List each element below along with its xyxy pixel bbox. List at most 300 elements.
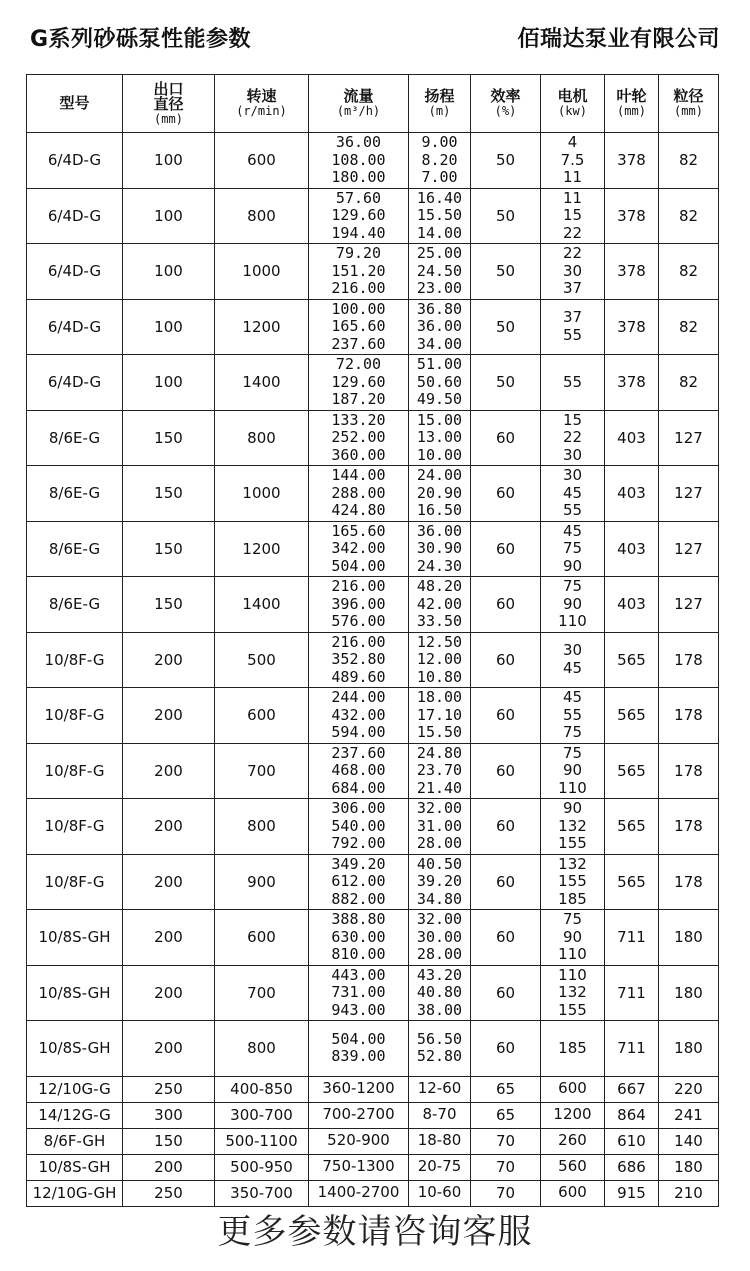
- cell-head-value: 25.00: [416, 244, 463, 262]
- cell-flow: [309, 244, 409, 300]
- cell-head: [409, 743, 471, 799]
- company-name: 佰瑞达泵业有限公司: [517, 27, 720, 52]
- cell-impeller: 667: [605, 1076, 659, 1102]
- cell-model: 10/8S-GH: [27, 1154, 123, 1180]
- cell-particle: 178: [659, 854, 719, 910]
- cell-flow-value: 612.00: [331, 872, 386, 890]
- cell-head-value: 30.00: [416, 927, 463, 946]
- cell-motor: [541, 521, 605, 577]
- cell-impeller: 686: [605, 1154, 659, 1180]
- cell-flow-value: 360.00: [331, 445, 386, 464]
- cell-flow: [309, 521, 409, 577]
- cell-particle: 82: [659, 188, 719, 244]
- cell-impeller: 565: [605, 743, 659, 799]
- cell-head-value: 20-75: [417, 1157, 462, 1176]
- cell-head-value: 12-60: [417, 1079, 462, 1098]
- cell-motor-value: 30: [562, 261, 583, 280]
- cell-speed: 500: [215, 632, 309, 688]
- cell-head-value: 34.80: [416, 889, 463, 908]
- cell-motor-value: 155: [558, 1000, 587, 1019]
- cell-head-value: 7.00: [421, 168, 458, 186]
- cell-speed: 350-700: [215, 1180, 309, 1206]
- cell-particle: 220: [659, 1076, 719, 1102]
- cell-efficiency: 60: [471, 854, 541, 910]
- cell-flow-value: 396.00: [331, 594, 386, 613]
- cell-flow-value: 750-1300: [322, 1157, 395, 1176]
- cell-head-value: 15.50: [416, 206, 463, 224]
- cell-flow: [309, 965, 409, 1021]
- cell-motor-value: 600: [558, 1183, 587, 1202]
- table-row: [27, 854, 719, 910]
- cell-flow-value: 360-1200: [322, 1079, 395, 1098]
- cell-efficiency: 50: [471, 299, 541, 355]
- cell-motor: [541, 1102, 605, 1128]
- cell-particle: 178: [659, 799, 719, 855]
- cell-impeller: 915: [605, 1180, 659, 1206]
- cell-head: [409, 1154, 471, 1180]
- cell-head-value: 10-60: [417, 1183, 462, 1202]
- col-header-model: 型号: [27, 75, 123, 133]
- cell-head: [409, 854, 471, 910]
- cell-head-value: 52.80: [416, 1047, 463, 1066]
- cell-impeller: 378: [605, 355, 659, 411]
- cell-outlet: 200: [123, 1021, 215, 1077]
- cell-speed: 900: [215, 854, 309, 910]
- cell-flow-value: 943.00: [331, 1000, 386, 1019]
- cell-motor-value: 7.5: [560, 150, 585, 169]
- cell-speed: 700: [215, 743, 309, 799]
- cell-efficiency: 60: [471, 965, 541, 1021]
- cell-outlet: 250: [123, 1180, 215, 1206]
- cell-flow-value: 342.00: [331, 539, 386, 557]
- cell-motor-value: 55: [562, 325, 583, 344]
- cell-particle: 180: [659, 965, 719, 1021]
- cell-speed: 800: [215, 799, 309, 855]
- cell-particle: 178: [659, 632, 719, 688]
- cell-head: [409, 466, 471, 522]
- cell-motor-value: 75: [562, 539, 583, 557]
- cell-flow-value: 133.20: [331, 410, 386, 429]
- cell-flow: [309, 1154, 409, 1180]
- cell-motor-value: 11: [562, 168, 583, 186]
- cell-motor: [541, 577, 605, 633]
- cell-head-value: 24.80: [416, 743, 463, 762]
- cell-head-value: 40.80: [416, 983, 463, 1001]
- table-row: [27, 1180, 719, 1206]
- cell-outlet: 200: [123, 799, 215, 855]
- cell-head-value: 8.20: [421, 150, 458, 169]
- cell-impeller: 565: [605, 799, 659, 855]
- cell-motor-value: 90: [562, 799, 583, 817]
- cell-flow: [309, 854, 409, 910]
- cell-flow: [309, 577, 409, 633]
- table-row: [27, 1076, 719, 1102]
- cell-speed: 600: [215, 133, 309, 189]
- cell-head-value: 15.50: [416, 723, 463, 741]
- cell-flow-value: 194.40: [331, 223, 386, 242]
- cell-head-value: 18-80: [417, 1131, 462, 1150]
- cell-model: 10/8F-G: [27, 854, 123, 910]
- cell-head-value: 24.00: [416, 466, 463, 484]
- cell-motor-value: 1200: [553, 1105, 592, 1124]
- cell-flow-value: 36.00: [335, 133, 382, 151]
- table-row: [27, 743, 719, 799]
- cell-motor-value: 75: [562, 577, 583, 595]
- cell-impeller: 378: [605, 188, 659, 244]
- cell-head: [409, 244, 471, 300]
- cell-head: [409, 133, 471, 189]
- col-header-outlet: 出口直径 (mm): [123, 75, 215, 133]
- cell-outlet: 200: [123, 743, 215, 799]
- cell-motor-value: 55: [562, 705, 583, 724]
- cell-outlet: 150: [123, 410, 215, 466]
- cell-motor: [541, 743, 605, 799]
- cell-motor: [541, 1021, 605, 1077]
- cell-flow-value: 216.00: [331, 577, 386, 595]
- cell-head-value: 23.00: [416, 279, 463, 297]
- cell-outlet: 200: [123, 632, 215, 688]
- cell-speed: 600: [215, 910, 309, 966]
- cell-head-value: 16.50: [416, 501, 463, 519]
- col-header-motor: 电机 (kw): [541, 75, 605, 133]
- cell-motor-value: 132: [558, 854, 587, 873]
- table-row: [27, 1128, 719, 1154]
- cell-flow-value: 489.60: [331, 667, 386, 686]
- cell-flow: [309, 910, 409, 966]
- table-row: [27, 632, 719, 688]
- cell-motor-value: 45: [562, 483, 583, 502]
- cell-particle: 82: [659, 355, 719, 411]
- cell-speed: 400-850: [215, 1076, 309, 1102]
- cell-motor: [541, 1076, 605, 1102]
- cell-flow-value: 349.20: [331, 854, 386, 873]
- cell-head-value: 13.00: [416, 428, 463, 446]
- cell-flow-value: 237.60: [331, 743, 386, 762]
- cell-motor-value: 132: [558, 816, 587, 835]
- col-header-particle: 粒径 (mm): [659, 75, 719, 133]
- cell-motor: [541, 910, 605, 966]
- cell-flow-value: 504.00: [331, 1029, 386, 1048]
- cell-motor-value: 560: [558, 1157, 587, 1176]
- cell-flow: [309, 299, 409, 355]
- table-row: [27, 799, 719, 855]
- table-row: [27, 965, 719, 1021]
- col-header-head: 扬程 (m): [409, 75, 471, 133]
- cell-head-value: 24.30: [416, 556, 463, 575]
- cell-head-value: 49.50: [416, 390, 463, 408]
- cell-efficiency: 70: [471, 1154, 541, 1180]
- cell-speed: 1400: [215, 577, 309, 633]
- cell-speed: 800: [215, 188, 309, 244]
- cell-head-value: 39.20: [416, 872, 463, 890]
- cell-efficiency: 70: [471, 1180, 541, 1206]
- cell-efficiency: 60: [471, 521, 541, 577]
- cell-head-value: 31.00: [416, 816, 463, 835]
- cell-flow: [309, 1128, 409, 1154]
- cell-motor-value: 75: [562, 723, 583, 741]
- cell-flow-value: 187.20: [331, 390, 386, 408]
- cell-flow-value: 72.00: [335, 355, 382, 373]
- cell-impeller: 565: [605, 632, 659, 688]
- cell-efficiency: 70: [471, 1128, 541, 1154]
- table-body: [27, 133, 719, 1207]
- cell-speed: 1400: [215, 355, 309, 411]
- table-row: [27, 1102, 719, 1128]
- cell-flow-value: 252.00: [331, 428, 386, 446]
- cell-efficiency: 50: [471, 188, 541, 244]
- table-row: [27, 133, 719, 189]
- cell-motor-value: 37: [562, 279, 583, 297]
- cell-motor-value: 37: [562, 308, 583, 327]
- cell-efficiency: 60: [471, 410, 541, 466]
- cell-particle: 178: [659, 688, 719, 744]
- cell-flow-value: 684.00: [331, 778, 386, 797]
- cell-particle: 180: [659, 910, 719, 966]
- cell-head-value: 20.90: [416, 483, 463, 502]
- cell-outlet: 200: [123, 688, 215, 744]
- cell-speed: 1000: [215, 466, 309, 522]
- cell-head-value: 33.50: [416, 612, 463, 630]
- cell-head-value: 8-70: [422, 1105, 457, 1124]
- cell-motor-value: 30: [562, 641, 583, 660]
- cell-outlet: 100: [123, 244, 215, 300]
- cell-model: 6/4D-G: [27, 244, 123, 300]
- cell-model: 12/10G-G: [27, 1076, 123, 1102]
- cell-outlet: 200: [123, 965, 215, 1021]
- cell-model: 6/4D-G: [27, 188, 123, 244]
- cell-motor-value: 45: [562, 521, 583, 540]
- cell-impeller: 403: [605, 410, 659, 466]
- cell-flow-value: 57.60: [335, 188, 382, 207]
- table-header-row: [27, 75, 719, 133]
- cell-head-value: 28.00: [416, 945, 463, 963]
- cell-flow-value: 882.00: [331, 889, 386, 908]
- cell-flow-value: 468.00: [331, 761, 386, 779]
- cell-model: 10/8F-G: [27, 799, 123, 855]
- cell-flow-value: 306.00: [331, 799, 386, 817]
- cell-head: [409, 1128, 471, 1154]
- col-header-efficiency: 效率 (%): [471, 75, 541, 133]
- cell-motor-value: 110: [558, 612, 587, 630]
- cell-head-value: 48.20: [416, 577, 463, 595]
- cell-outlet: 150: [123, 521, 215, 577]
- cell-flow: [309, 632, 409, 688]
- cell-head-value: 23.70: [416, 761, 463, 779]
- cell-speed: 500-1100: [215, 1128, 309, 1154]
- cell-impeller: 378: [605, 244, 659, 300]
- cell-head-value: 43.20: [416, 965, 463, 984]
- cell-flow-value: 216.00: [331, 279, 386, 297]
- cell-flow-value: 216.00: [331, 632, 386, 651]
- cell-head: [409, 965, 471, 1021]
- cell-motor-value: 22: [562, 428, 583, 446]
- cell-efficiency: 60: [471, 743, 541, 799]
- cell-particle: 180: [659, 1021, 719, 1077]
- cell-motor: [541, 854, 605, 910]
- cell-particle: 127: [659, 410, 719, 466]
- cell-particle: 140: [659, 1128, 719, 1154]
- cell-flow: [309, 188, 409, 244]
- cell-motor-value: 15: [562, 410, 583, 429]
- cell-impeller: 864: [605, 1102, 659, 1128]
- cell-motor-value: 11: [562, 188, 583, 207]
- cell-flow: [309, 410, 409, 466]
- cell-motor-value: 155: [558, 872, 587, 890]
- cell-head-value: 9.00: [421, 133, 458, 151]
- cell-particle: 127: [659, 521, 719, 577]
- table-row: [27, 688, 719, 744]
- cell-outlet: 150: [123, 1128, 215, 1154]
- cell-outlet: 200: [123, 854, 215, 910]
- cell-flow-value: 594.00: [331, 723, 386, 741]
- cell-efficiency: 65: [471, 1076, 541, 1102]
- cell-motor-value: 75: [562, 910, 583, 928]
- cell-flow: [309, 688, 409, 744]
- cell-model: 10/8F-G: [27, 688, 123, 744]
- cell-model: 6/4D-G: [27, 299, 123, 355]
- cell-flow-value: 424.80: [331, 501, 386, 519]
- cell-head: [409, 355, 471, 411]
- cell-head-value: 15.00: [416, 410, 463, 429]
- cell-head: [409, 799, 471, 855]
- cell-head: [409, 521, 471, 577]
- cell-flow-value: 144.00: [331, 466, 386, 484]
- cell-flow-value: 520-900: [327, 1131, 390, 1150]
- cell-model: 10/8S-GH: [27, 965, 123, 1021]
- cell-efficiency: 60: [471, 910, 541, 966]
- cell-flow-value: 388.80: [331, 910, 386, 928]
- cell-head-value: 24.50: [416, 261, 463, 280]
- table-row: [27, 244, 719, 300]
- cell-speed: 700: [215, 965, 309, 1021]
- cell-head-value: 30.90: [416, 539, 463, 557]
- cell-motor: [541, 466, 605, 522]
- cell-flow-value: 731.00: [331, 983, 386, 1001]
- cell-head-value: 42.00: [416, 594, 463, 613]
- cell-head-value: 51.00: [416, 355, 463, 373]
- cell-head-value: 40.50: [416, 854, 463, 873]
- cell-motor: [541, 244, 605, 300]
- cell-speed: 1200: [215, 521, 309, 577]
- cell-motor-value: 155: [558, 834, 587, 852]
- cell-outlet: 250: [123, 1076, 215, 1102]
- cell-head-value: 12.00: [416, 650, 463, 668]
- cell-flow: [309, 1021, 409, 1077]
- cell-motor-value: 45: [562, 688, 583, 706]
- cell-particle: 82: [659, 299, 719, 355]
- table-row: [27, 410, 719, 466]
- cell-model: 8/6E-G: [27, 577, 123, 633]
- cell-flow: [309, 133, 409, 189]
- cell-head-value: 16.40: [416, 188, 463, 207]
- cell-motor: [541, 688, 605, 744]
- cell-impeller: 403: [605, 577, 659, 633]
- cell-flow-value: 100.00: [331, 299, 386, 318]
- cell-head-value: 28.00: [416, 834, 463, 852]
- table-row: [27, 1154, 719, 1180]
- cell-head-value: 34.00: [416, 334, 463, 353]
- cell-particle: 241: [659, 1102, 719, 1128]
- cell-impeller: 711: [605, 910, 659, 966]
- cell-efficiency: 60: [471, 466, 541, 522]
- cell-flow-value: 151.20: [331, 261, 386, 280]
- cell-particle: 82: [659, 133, 719, 189]
- cell-flow-value: 108.00: [331, 150, 386, 169]
- cell-model: 12/10G-GH: [27, 1180, 123, 1206]
- table-row: [27, 1021, 719, 1077]
- cell-motor-value: 260: [558, 1131, 587, 1150]
- cell-motor: [541, 133, 605, 189]
- cell-motor-value: 15: [562, 206, 583, 224]
- cell-particle: 180: [659, 1154, 719, 1180]
- cell-head-value: 32.00: [416, 799, 463, 817]
- cell-head-value: 56.50: [416, 1029, 463, 1048]
- cell-particle: 210: [659, 1180, 719, 1206]
- cell-flow-value: 237.60: [331, 334, 386, 353]
- cell-efficiency: 50: [471, 133, 541, 189]
- cell-head: [409, 632, 471, 688]
- cell-speed: 300-700: [215, 1102, 309, 1128]
- cell-head-value: 36.00: [416, 521, 463, 540]
- cell-head: [409, 910, 471, 966]
- cell-model: 10/8F-G: [27, 632, 123, 688]
- cell-head-value: 38.00: [416, 1000, 463, 1019]
- cell-flow-value: 244.00: [331, 688, 386, 706]
- cell-particle: 127: [659, 466, 719, 522]
- cell-model: 10/8S-GH: [27, 1021, 123, 1077]
- cell-outlet: 100: [123, 188, 215, 244]
- cell-motor-value: 30: [562, 466, 583, 484]
- table-row: [27, 188, 719, 244]
- cell-motor-value: 110: [558, 778, 587, 797]
- cell-outlet: 100: [123, 299, 215, 355]
- cell-efficiency: 60: [471, 577, 541, 633]
- cell-efficiency: 50: [471, 355, 541, 411]
- cell-motor-value: 75: [562, 743, 583, 762]
- cell-motor-value: 90: [562, 927, 583, 946]
- cell-head: [409, 1021, 471, 1077]
- cell-motor: [541, 1180, 605, 1206]
- cell-flow-value: 839.00: [331, 1047, 386, 1066]
- cell-flow-value: 504.00: [331, 556, 386, 575]
- cell-flow: [309, 355, 409, 411]
- cell-motor: [541, 188, 605, 244]
- cell-head-value: 21.40: [416, 778, 463, 797]
- cell-motor-value: 55: [562, 501, 583, 519]
- col-header-speed: 转速 (r/min): [215, 75, 309, 133]
- cell-speed: 800: [215, 410, 309, 466]
- cell-motor-value: 132: [558, 983, 587, 1001]
- cell-motor: [541, 1128, 605, 1154]
- cell-flow-value: 79.20: [335, 244, 382, 262]
- cell-outlet: 300: [123, 1102, 215, 1128]
- col-header-impeller: 叶轮 (mm): [605, 75, 659, 133]
- cell-speed: 1200: [215, 299, 309, 355]
- cell-head-value: 50.60: [416, 372, 463, 391]
- cell-outlet: 100: [123, 355, 215, 411]
- cell-efficiency: 60: [471, 1021, 541, 1077]
- cell-head-value: 18.00: [416, 688, 463, 706]
- table-row: [27, 466, 719, 522]
- cell-head-value: 36.80: [416, 299, 463, 318]
- cell-head: [409, 688, 471, 744]
- cell-outlet: 150: [123, 466, 215, 522]
- cell-motor-value: 22: [562, 244, 583, 262]
- cell-model: 6/4D-G: [27, 355, 123, 411]
- cell-speed: 500-950: [215, 1154, 309, 1180]
- cell-flow-value: 129.60: [331, 372, 386, 391]
- cell-flow: [309, 466, 409, 522]
